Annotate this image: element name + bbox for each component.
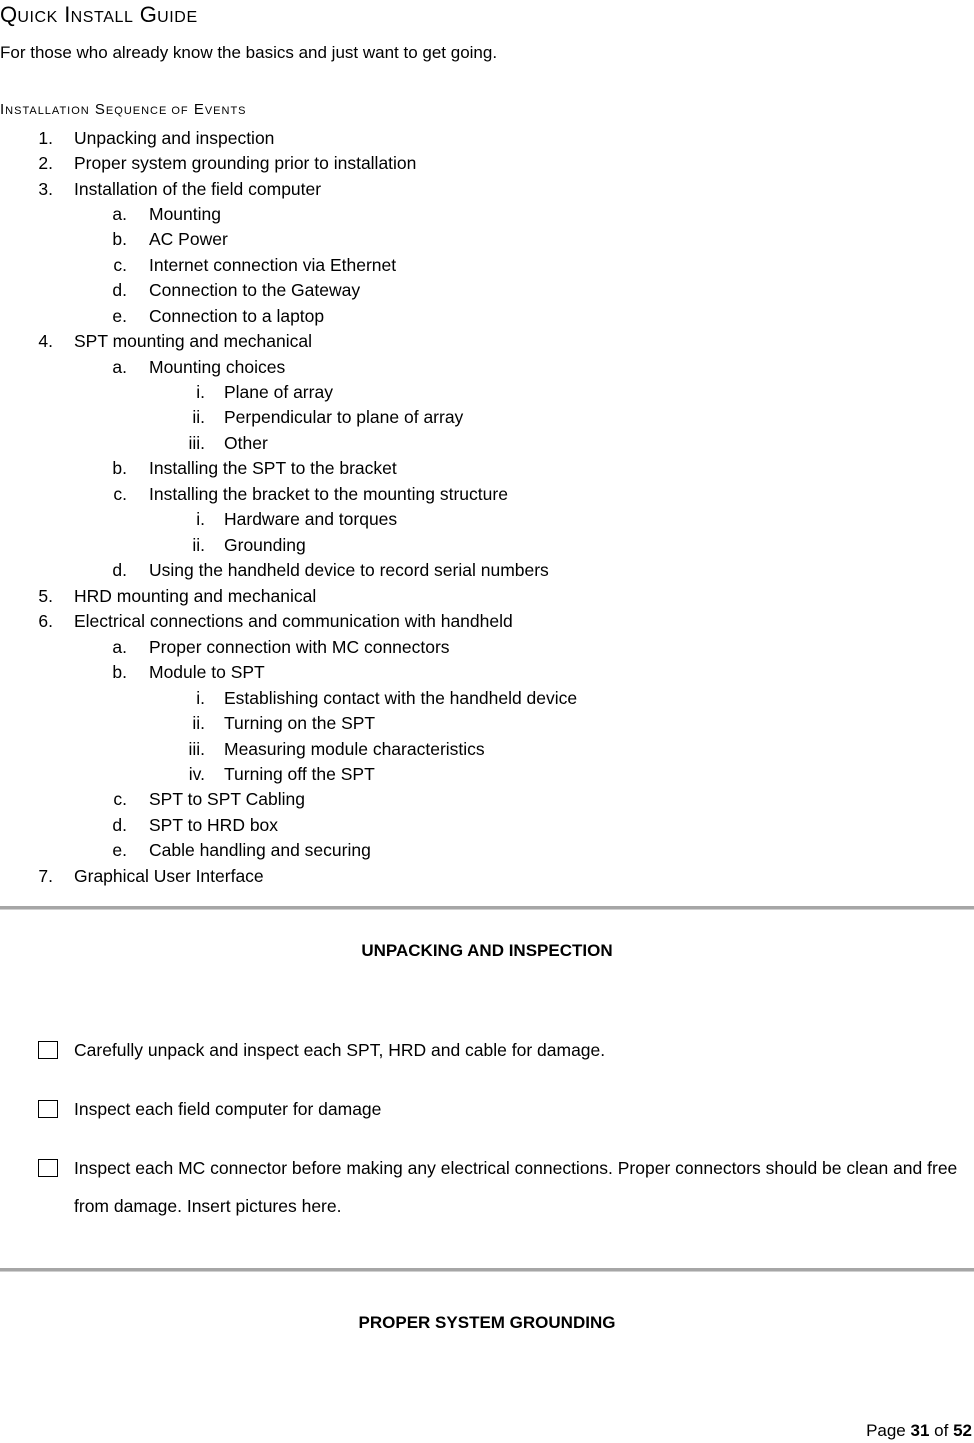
page-current: 31 (910, 1421, 930, 1440)
title-g: G (139, 2, 158, 27)
list-marker: ii. (192, 535, 205, 555)
page-title (0, 2, 198, 28)
page-subtitle: For those who already know the basics and just want to get going. (0, 43, 498, 62)
list-item (0, 355, 974, 380)
list-item (0, 202, 974, 227)
list-item (0, 787, 974, 812)
list-marker: iii. (188, 433, 205, 453)
list-marker: a. (112, 357, 127, 377)
list-item (0, 609, 974, 634)
list-item (0, 405, 974, 430)
list-marker: i. (196, 509, 205, 529)
title-q: Q (0, 2, 18, 27)
list-item (0, 380, 974, 405)
seq-s: S (94, 101, 106, 118)
list-item (0, 558, 974, 583)
unpacking-heading: UNPACKING AND INSPECTION (361, 941, 613, 960)
list-text: Mounting (149, 204, 221, 224)
list-text: HRD mounting and mechanical (74, 586, 317, 606)
list-text: Turning on the SPT (224, 713, 376, 733)
page-label: Page (866, 1421, 906, 1440)
title-uick: UICK (17, 9, 58, 26)
list-text: Hardware and torques (224, 509, 398, 529)
seq-e: E (193, 101, 205, 118)
list-item (0, 686, 974, 711)
list-text: Measuring module characteristics (224, 739, 485, 759)
list-item (0, 151, 974, 176)
list-item (0, 126, 974, 151)
list-marker: d. (112, 280, 127, 300)
list-item (0, 507, 974, 532)
list-marker: d. (112, 815, 127, 835)
list-text: Other (224, 433, 268, 453)
page-total: 52 (953, 1421, 972, 1440)
list-marker: b. (112, 662, 127, 682)
list-text: AC Power (149, 229, 228, 249)
list-item (0, 838, 974, 863)
list-text: Grounding (224, 535, 306, 555)
list-text: Connection to the Gateway (149, 280, 361, 300)
list-marker: iii. (188, 739, 205, 759)
list-marker: a. (112, 204, 127, 224)
list-text: SPT to HRD box (149, 815, 279, 835)
list-text: SPT mounting and mechanical (74, 331, 313, 351)
section-divider (0, 906, 974, 910)
list-marker: 2. (38, 153, 53, 173)
title-nstall: NSTALL (70, 9, 134, 26)
page-number (866, 1421, 972, 1441)
list-text: Electrical connections and communication with handheld (74, 611, 513, 631)
checklist-text: Carefully unpack and inspect each SPT, HRD and cable for damage. (74, 1040, 606, 1060)
list-item (0, 482, 974, 507)
list-marker: e. (112, 840, 127, 860)
list-text: Mounting choices (149, 357, 286, 377)
list-marker: i. (196, 382, 205, 402)
grounding-heading: PROPER SYSTEM GROUNDING (358, 1313, 616, 1332)
list-text: Unpacking and inspection (74, 128, 275, 148)
list-marker: c. (113, 789, 127, 809)
list-text: Proper connection with MC connectors (149, 637, 450, 657)
list-item (0, 253, 974, 278)
checkbox[interactable] (38, 1159, 58, 1177)
list-item (0, 329, 974, 354)
list-text: Establishing contact with the handheld device (224, 688, 578, 708)
list-item (0, 813, 974, 838)
seq-equence: EQUENCE OF (105, 105, 189, 117)
list-item (0, 711, 974, 736)
list-text: Perpendicular to plane of array (224, 407, 464, 427)
list-item (0, 177, 974, 202)
seq-nstallation: NSTALLATION (5, 105, 90, 117)
list-text: Plane of array (224, 382, 333, 402)
list-item (0, 533, 974, 558)
list-item (0, 584, 974, 609)
list-item (0, 635, 974, 660)
list-marker: c. (113, 255, 127, 275)
checkbox[interactable] (38, 1041, 58, 1059)
list-text: Connection to a laptop (149, 306, 325, 326)
list-item (0, 304, 974, 329)
list-text: Installing the SPT to the bracket (149, 458, 397, 478)
section-divider (0, 1268, 974, 1272)
list-item (0, 456, 974, 481)
sequence-heading (0, 101, 247, 118)
list-text: Proper system grounding prior to installation (74, 153, 417, 173)
list-marker: ii. (192, 713, 205, 733)
list-marker: 6. (38, 611, 53, 631)
list-marker: ii. (192, 407, 205, 427)
title-uide: UIDE (157, 9, 198, 26)
list-text: Cable handling and securing (149, 840, 371, 860)
list-marker: 7. (38, 866, 53, 886)
list-item (0, 660, 974, 685)
list-marker: i. (196, 688, 205, 708)
list-text: Installation of the field computer (74, 179, 322, 199)
list-marker: b. (112, 229, 127, 249)
list-text: Internet connection via Ethernet (149, 255, 397, 275)
list-item (0, 227, 974, 252)
list-marker: 1. (38, 128, 53, 148)
list-marker: 5. (38, 586, 53, 606)
list-item (0, 864, 974, 889)
title-i: I (64, 2, 71, 27)
list-marker: e. (112, 306, 127, 326)
checkbox[interactable] (38, 1100, 58, 1118)
list-text: Module to SPT (149, 662, 265, 682)
list-text: Installing the bracket to the mounting structure (149, 484, 508, 504)
list-marker: d. (112, 560, 127, 580)
of-label: of (934, 1421, 949, 1440)
checklist-text: Inspect each MC connector before making any electrical connections. Proper connectors should be clean and free from damage. Insert pictures here. (74, 1158, 958, 1216)
list-text: SPT to SPT Cabling (149, 789, 305, 809)
list-item (0, 278, 974, 303)
list-marker: c. (113, 484, 127, 504)
seq-i: I (0, 101, 6, 118)
checklist-text: Inspect each field computer for damage (74, 1099, 382, 1119)
list-item (0, 431, 974, 456)
list-item (0, 737, 974, 762)
list-item (0, 762, 974, 787)
list-marker: 4. (38, 331, 53, 351)
seq-vents: VENTS (204, 105, 247, 117)
list-text: Turning off the SPT (224, 764, 375, 784)
list-marker: a. (112, 637, 127, 657)
list-marker: b. (112, 458, 127, 478)
list-marker: 3. (38, 179, 53, 199)
list-text: Using the handheld device to record serial numbers (149, 560, 549, 580)
list-text: Graphical User Interface (74, 866, 264, 886)
list-marker: iv. (188, 764, 205, 784)
